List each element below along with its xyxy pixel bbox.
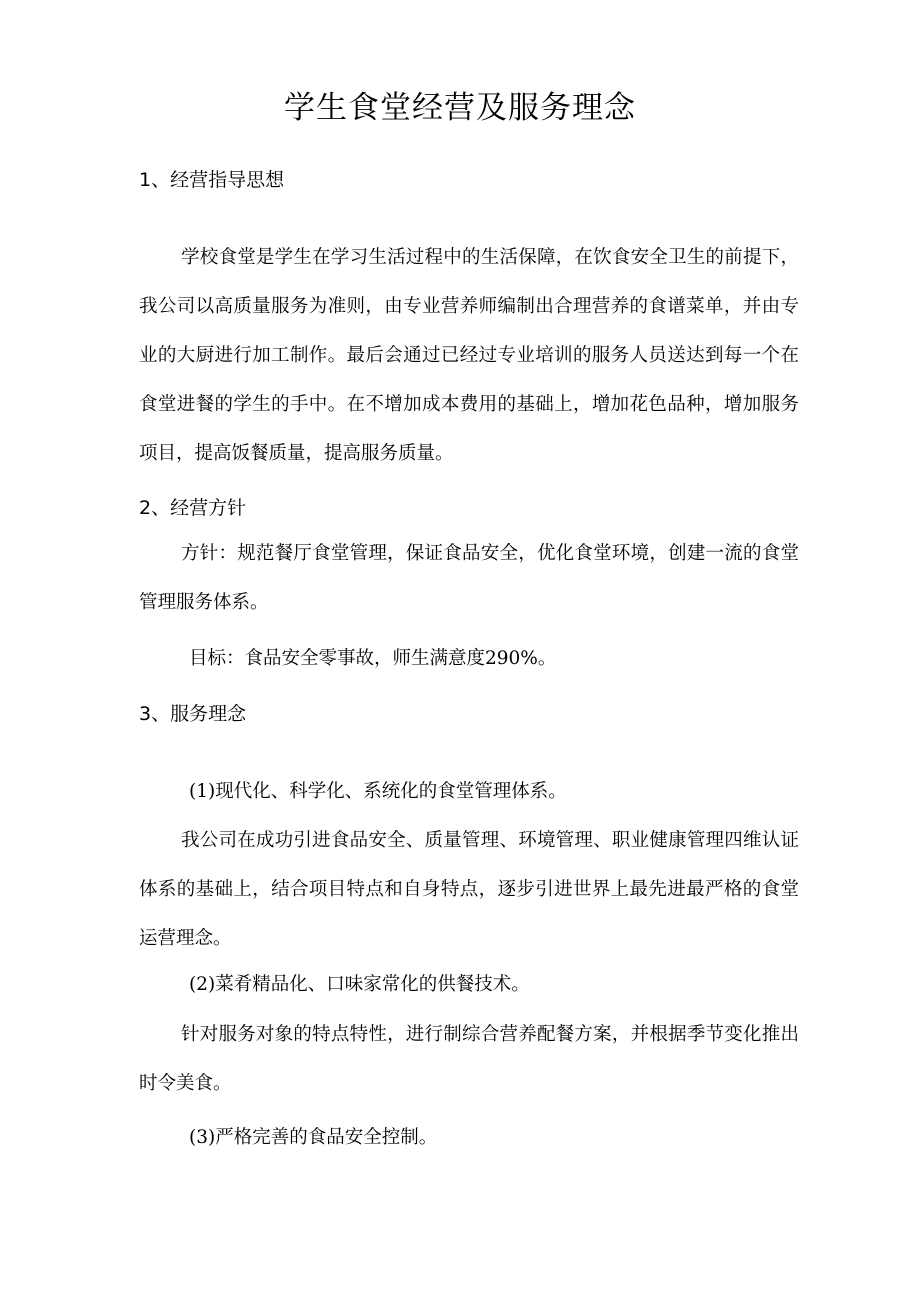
service-item-1-text: 我公司在成功引进食品安全、质量管理、环境管理、职业健康管理四维认证体系的基础上，结合项目特点和自身特点，逐步引进世界上最先进最严格的食堂运营理念。: [139, 830, 799, 949]
document-title: 学生食堂经营及服务理念: [284, 90, 636, 126]
management-philosophy-paragraph: 学校食堂是学生在学习生活过程中的生活保障，在饮食安全卫生的前提下，我公司以高质量服务为准则，由专业营养师编制出合理营养的食谱菜单，并由专业的大厨进行加工制作。最后会通过已经过专业培训的服务人员送达到每一个在食堂进餐的学生的手中。在不增加成本费用的基础上，增加花色品种，增加服务项目，提高饭餐质量，提高服务质量。: [139, 247, 799, 464]
goal-line: 目标：食品安全零事故，师生满意度290%。: [189, 648, 557, 669]
section-heading-management-philosophy: 1、经营指导思想: [139, 169, 285, 191]
service-item-2-text: 针对服务对象的特点特性，进行制综合营养配餐方案，并根据季节变化推出时令美食。: [139, 1024, 799, 1094]
service-item-3-title: (3)严格完善的食品安全控制。: [189, 1127, 438, 1148]
policy-paragraph: 方针：规范餐厅食堂管理，保证食品安全，优化食堂环境，创建一流的食堂管理服务体系。: [139, 543, 799, 613]
section-heading-service-philosophy: 3、服务理念: [139, 703, 247, 725]
service-item-2-title: (2)菜肴精品化、口味家常化的供餐技术。: [189, 974, 530, 995]
section-heading-management-policy: 2、经营方针: [139, 497, 247, 519]
service-item-1-title: (1)现代化、科学化、系统化的食堂管理体系。: [189, 781, 567, 802]
